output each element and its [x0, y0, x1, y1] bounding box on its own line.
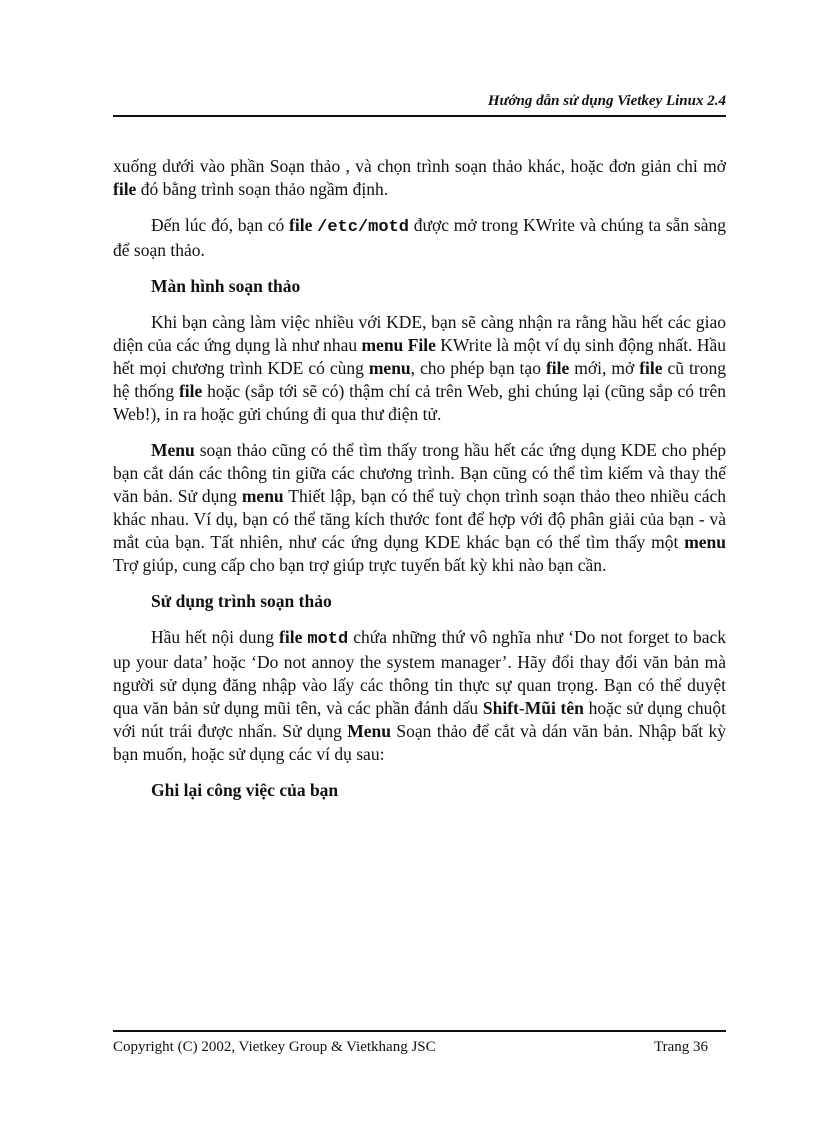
running-header: Hướng dẫn sử dụng Vietkey Linux 2.4 [487, 93, 726, 109]
footer-copyright: Copyright (C) 2002, Vietkey Group & Vietkhang JSC [113, 1039, 436, 1055]
paragraph-4: Menu soạn thảo cũng có thể tìm thấy trong hầu hết các ứng dụng KDE cho phép bạn cắt dán các thông tin giữa các chương trình. Bạn cũng có thể tìm kiếm và thay thế văn bản. Sử dụng menu Thiết lập, bạn có thể tuỳ chọn trình soạn thảo theo nhiều cách khác nhau. Ví dụ, bạn có thể tăng kích thước font để hợp với độ phân giải của bạn - và mắt của bạn. Tất nhiên, như các ứng dụng KDE khác bạn có thể tìm thấy một menu Trợ giúp, cung cấp cho bạn trợ giúp trực tuyến bất kỳ khi nào bạn cần. [113, 440, 726, 575]
section-heading-save-work: Ghi lại công việc của bạn [151, 780, 339, 800]
code-filename: motd [307, 630, 349, 649]
footer-rule [113, 1030, 726, 1032]
section-heading-using-editor: Sử dụng trình soạn thảo [151, 591, 332, 611]
paragraph-3: Khi bạn càng làm việc nhiều với KDE, bạn sẽ càng nhận ra rằng hầu hết các giao diện của các ứng dụng là như nhau menu File KWrite là một ví dụ sinh động nhất. Hầu hết mọi chương trình KDE có cùng menu, cho phép bạn tạo file mới, mở file cũ trong hệ thống file hoặc (sắp tới sẽ có) thậm chí cả trên Web, ghi chúng lại (cũng sắp có trên Web!), in ra hoặc gửi chúng đi qua thư điện tử. [113, 312, 726, 424]
code-path: /etc/motd [317, 218, 409, 237]
section-heading-editor-screen: Màn hình soạn thảo [151, 276, 301, 296]
paragraph-5: Hầu hết nội dung file motd chứa những thứ vô nghĩa như ‘Do not forget to back up your data’ hoặc ‘Do not annoy the system manager’. Hãy đổi thay đổi văn bản mà người sử dụng đăng nhập vào lấy các thông tin thực sự quan trọng. Bạn có thể duyệt qua văn bản sử dụng mũi tên, và các phần đánh dấu Shift-Mũi tên hoặc sử dụng chuột với nút trái được nhấn. Sử dụng Menu Soạn thảo để cắt và dán văn bản. Nhập bất kỳ bạn muốn, hoặc sử dụng các ví dụ sau: [113, 627, 726, 764]
paragraph-1: xuống dưới vào phần Soạn thảo , và chọn trình soạn thảo khác, hoặc đơn giản chỉ mở file đó bằng trình soạn thảo ngầm định. [113, 156, 726, 199]
page-number: Trang 36 [653, 1039, 708, 1055]
paragraph-2: Đến lúc đó, bạn có file /etc/motd được mở trong KWrite và chúng ta sẵn sàng để soạn thảo. [113, 215, 726, 260]
header-rule [113, 115, 726, 117]
page-content [113, 155, 726, 815]
